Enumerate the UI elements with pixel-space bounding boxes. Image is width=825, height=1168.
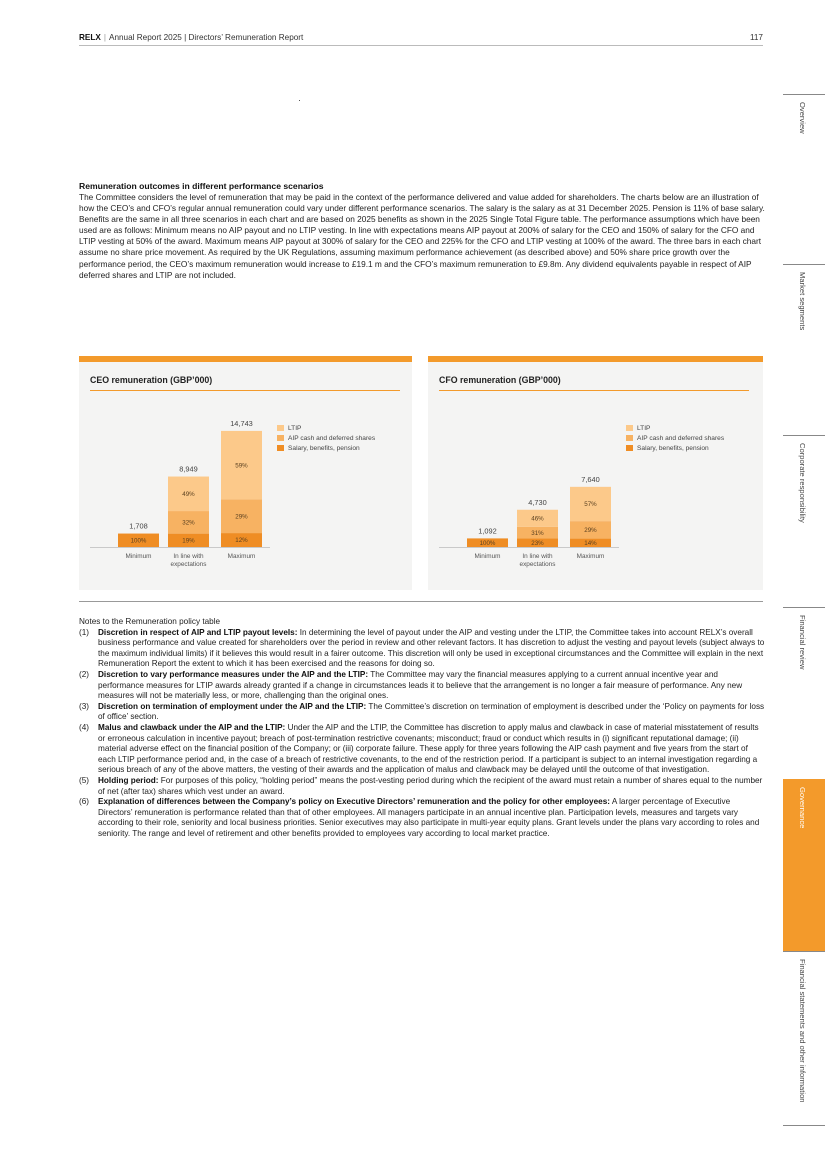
notes-section <box>79 617 765 839</box>
legend-swatch-aip <box>626 435 633 441</box>
data-label: 19% <box>182 537 195 545</box>
legend-item-ltip <box>626 424 724 434</box>
data-label: 12% <box>235 537 248 545</box>
tab-label: Corporate responsibility <box>798 443 807 523</box>
note-number: (2) <box>79 669 90 679</box>
data-label: 14% <box>584 539 597 547</box>
tab-governance[interactable] <box>783 779 825 951</box>
note-number: (5) <box>79 775 90 785</box>
legend-swatch-ltip <box>277 425 284 431</box>
category-label: In line with <box>522 553 553 560</box>
data-label: 57% <box>584 501 597 509</box>
legend-label: AIP cash and deferred shares <box>288 435 376 442</box>
note-number: (4) <box>79 722 90 732</box>
data-label: 49% <box>182 490 195 498</box>
legend-swatch-ltip <box>626 425 633 431</box>
tab-label: Market segments <box>798 272 807 331</box>
category-label: Minimum <box>474 553 501 560</box>
tabs-bottom-rule <box>783 1125 825 1126</box>
legend-label: LTIP <box>637 425 651 432</box>
note-heading: Discretion on termination of employment under the AIP and the LTIP: <box>98 701 367 711</box>
section-title: Remuneration outcomes in different performance scenarios <box>79 181 324 191</box>
category-label: expectations <box>519 561 556 568</box>
bar-total-label: 14,743 <box>230 418 253 428</box>
header-divider <box>79 45 763 46</box>
legend-item-ltip <box>277 424 375 434</box>
chart-title: CEO remuneration (GBP’000) <box>90 375 213 385</box>
note-heading: Malus and clawback under the AIP and the LTIP: <box>98 722 286 732</box>
stray-mark <box>299 100 300 101</box>
brand-name: RELX <box>79 33 101 42</box>
category-label: Maximum <box>576 553 605 560</box>
page-number: 117 <box>749 33 763 42</box>
note-text: The Committee may vary the financial measures applying to a current annual incentive year and performance measures for LTIP awards already granted if a change in circumstances leads it to believe that the arrangement is no longer a fair measure of performance. Any new measures will not be materially less, or more, challenging than the original ones. <box>98 669 743 701</box>
note-text: Under the AIP and the LTIP, the Committee has discretion to apply malus and clawback in case of material misstatement of results or erroneous calculation in incentive payout; breach of post-termination restrictive covenants; misconduct; fraud or conduct which results in (i) significant reputational damage; (ii) material adverse effect on the financial position of the Company; or (iii) corporate failure. These apply for three years following the AIP cash payment and five years from the start of each LTIP performance period and, in the case of a breach of restrictive covenants, to the end of the restriction period. If a participant is subject to an internal investigation regarding a serious breach of any of the above matters, the vesting of their awards and the application of malus and clawback may be delayed until the outcome of that investigation. <box>98 722 759 775</box>
ceo-chart-panel <box>79 356 412 590</box>
legend-item-salary <box>626 444 724 454</box>
tab-label: Overview <box>798 102 807 134</box>
note-item <box>79 797 765 839</box>
bar-total-label: 7,640 <box>581 474 600 484</box>
note-heading: Discretion to vary performance measures under the AIP and the LTIP: <box>98 669 369 679</box>
legend-item-aip <box>277 434 375 444</box>
bar-total-label: 4,730 <box>528 497 547 507</box>
note-heading: Discretion in respect of AIP and LTIP payout levels: <box>98 627 298 637</box>
note-heading: Explanation of differences between the Company’s policy on Executive Directors’ remuneration and the policy for other employees: <box>98 797 610 807</box>
note-text: The Committee’s discretion on termination of employment is described under the ‘Policy on payments for loss of office’ section. <box>98 701 765 722</box>
data-label: 29% <box>584 527 597 535</box>
category-label: expectations <box>170 561 207 568</box>
note-text: In determining the level of payout under the AIP and vesting under the LTIP, the Committee takes into account RELX’s overall business performance and value created for shareholders over the period in review and other relevant factors. It has discretion to adjust the vesting and payout levels (subject always to the maximum individual limits) if it believes this would result in a fairer outcome. This discretion will only be used in exceptional circumstances and the Committee will explain in the next Remuneration Report the extent to which it has been exercised and the reasons for doing so. <box>98 627 765 669</box>
notes-divider <box>79 601 763 602</box>
note-number: (1) <box>79 627 90 637</box>
note-item <box>79 628 765 670</box>
legend-label: Salary, benefits, pension <box>288 445 360 452</box>
data-label: 32% <box>182 519 195 527</box>
bar-total-label: 8,949 <box>179 464 198 474</box>
category-label: In line with <box>173 553 204 560</box>
tab-market-segments[interactable] <box>783 264 825 435</box>
category-label: Minimum <box>125 553 152 560</box>
legend-label: Salary, benefits, pension <box>637 445 709 452</box>
note-heading: Holding period: <box>98 775 159 785</box>
data-label: 100% <box>130 537 147 545</box>
bar-total-label: 1,708 <box>129 521 148 531</box>
chart-title: CFO remuneration (GBP’000) <box>439 375 561 385</box>
report-title: Annual Report 2025 | Directors’ Remuneration Report <box>108 33 304 42</box>
notes-title: Notes to the Remuneration policy table <box>79 617 221 626</box>
note-text: For purposes of this policy, “holding period” means the post-vesting period during which the recipient of the award must retain a number of shares equal to the number of net (after tax) shares which vest under an award. <box>98 775 763 796</box>
legend-label: AIP cash and deferred shares <box>637 435 725 442</box>
data-label: 31% <box>531 529 544 537</box>
bar-total-label: 1,092 <box>478 526 497 536</box>
tab-label: Financial review <box>798 615 807 670</box>
note-text: A larger percentage of Executive Directors’ remuneration is performance related than that of other employees. All managers participate in an annual incentive plan. Participation levels, measures and targets vary according to their role, seniority and local business priorities. Senior executives may also participate in multi-year equity plans. Grant levels under the plans vary according to roles and seniority. The range and level of retirement and other benefits provided to employees vary according to local market practice. <box>98 797 760 838</box>
note-item <box>79 723 765 776</box>
legend-swatch-salary <box>277 445 284 451</box>
page-header <box>79 33 763 45</box>
data-label: 46% <box>531 515 544 523</box>
chart-legend <box>626 424 724 454</box>
tab-financial-review[interactable] <box>783 607 825 779</box>
legend-label: LTIP <box>288 425 302 432</box>
section-tabs <box>783 94 825 1126</box>
header-separator: | <box>103 33 106 42</box>
cfo-chart <box>428 362 763 590</box>
data-label: 59% <box>235 462 248 470</box>
tab-label: Governance <box>798 787 807 829</box>
note-item <box>79 670 765 702</box>
note-item <box>79 702 765 723</box>
legend-item-aip <box>626 434 724 444</box>
note-number: (6) <box>79 797 90 807</box>
tab-corporate-responsibility[interactable] <box>783 435 825 607</box>
note-item <box>79 776 765 797</box>
note-number: (3) <box>79 701 90 711</box>
category-label: Maximum <box>227 553 256 560</box>
tab-overview[interactable] <box>783 94 825 264</box>
ceo-chart <box>79 362 412 590</box>
cfo-chart-panel <box>428 356 763 590</box>
chart-legend <box>277 424 375 454</box>
data-label: 23% <box>531 539 544 547</box>
intro-paragraph: The Committee considers the level of remuneration that may be paid in the context of the performance delivered and value added for shareholders. The charts below are an illustration of how the CEO’s and CFO’s regular annual remuneration could vary under different performance scenarios. The salary is the salary as at 31 December 2025. Pension is 11% of base salary. Benefits are the same in all three scenarios in each chart and are based on 2025 benefits as shown in the 2025 Single Total Figure table. The performance assumptions which have been used are as follows: Minimum means no AIP payout and no LTIP vesting. In line with expectations means AIP payout at 200% of salary for the CEO and 150% of salary for the CFO and LTIP vesting at 50% of the award. Maximum means AIP payout at 300% of salary for the CEO and 225% for the CFO and LTIP vesting at 100% of the award. The three bars in each chart assume no share price movement. As required by the UK Regulations, assuming maximum performance achievement (as described above) and 50% share price growth over the performance period, the CEO’s maximum remuneration would increase to £19.1 m and the CFO’s maximum remuneration to £9.8m. Any dividend equivalents payable in respect of AIP deferred shares and LTIP are not included. <box>79 192 765 280</box>
legend-swatch-salary <box>626 445 633 451</box>
tab-label: Financial statements and other information <box>798 959 807 1103</box>
legend-item-salary <box>277 444 375 454</box>
data-label: 29% <box>235 513 248 521</box>
tab-financial-statements[interactable] <box>783 951 825 1125</box>
legend-swatch-aip <box>277 435 284 441</box>
data-label: 100% <box>479 539 496 547</box>
